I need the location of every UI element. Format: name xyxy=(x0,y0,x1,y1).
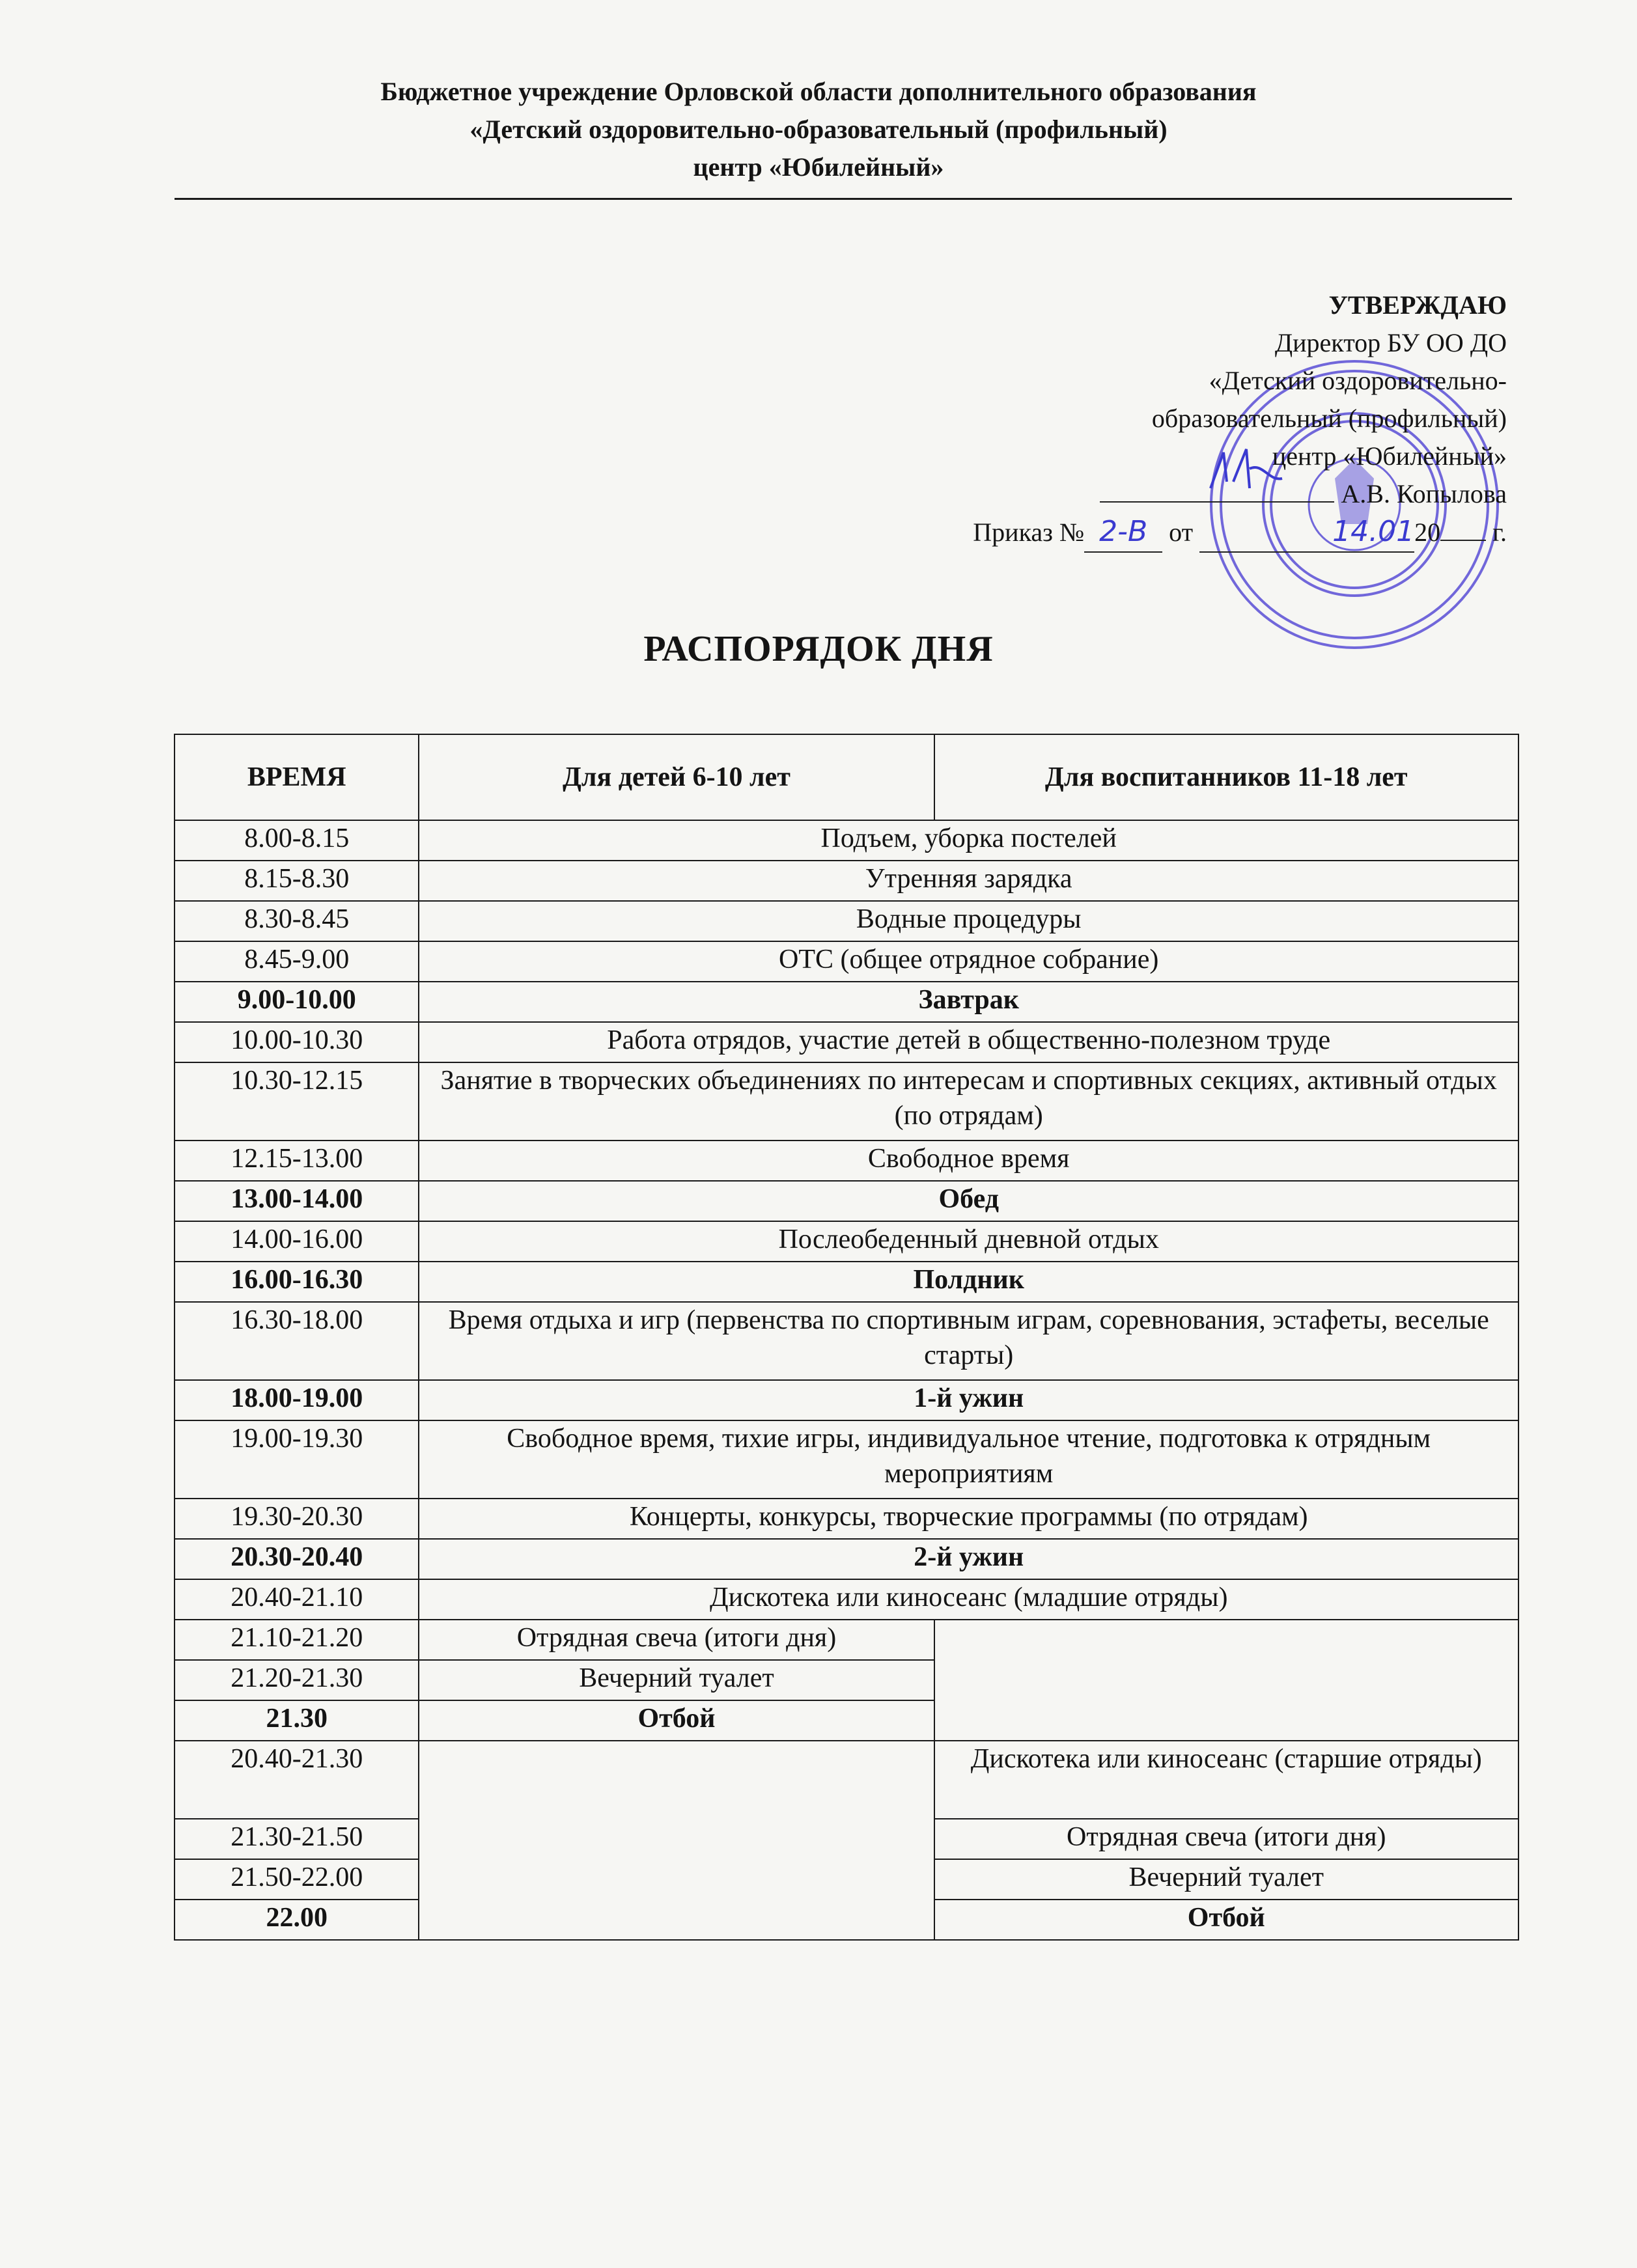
row-activity: Послеобеденный дневной отдых xyxy=(419,1221,1518,1262)
row-time: 8.00-8.15 xyxy=(175,820,419,861)
row-activity: Концерты, конкурсы, творческие программы (по отрядам) xyxy=(419,1499,1518,1539)
table-row xyxy=(175,1181,1518,1221)
row-time: 21.50-22.00 xyxy=(175,1859,419,1900)
order-year-prefix: 20 xyxy=(1414,518,1441,547)
approval-line-1: Директор БУ ОО ДО xyxy=(1274,328,1507,357)
row-activity: Работа отрядов, участие детей в общественно-полезном труде xyxy=(419,1022,1518,1062)
table-row xyxy=(175,1499,1518,1539)
row-activity: Дискотека или киносеанс (младшие отряды) xyxy=(419,1579,1518,1620)
approval-line-4: центр «Юбилейный» xyxy=(1272,441,1507,471)
row-activity: Полдник xyxy=(419,1262,1518,1302)
order-line xyxy=(791,513,1507,553)
table-row xyxy=(175,1262,1518,1302)
header-time: ВРЕМЯ xyxy=(175,734,419,820)
row-time: 21.20-21.30 xyxy=(175,1660,419,1700)
table-row-young xyxy=(175,1620,1518,1660)
table-row xyxy=(175,1062,1518,1141)
row-activity: Свободное время xyxy=(419,1141,1518,1181)
approval-line-3: образовательный (профильный) xyxy=(1151,404,1507,433)
row-activity: 2-й ужин xyxy=(419,1539,1518,1579)
approval-line-2: «Детский оздоровительно- xyxy=(1209,366,1507,395)
row-young-activity: Отрядная свеча (итоги дня) xyxy=(419,1620,934,1660)
approval-heading: УТВЕРЖДАЮ xyxy=(1328,290,1507,320)
row-time: 18.00-19.00 xyxy=(175,1380,419,1420)
row-activity: ОТС (общее отрядное собрание) xyxy=(419,941,1518,982)
handwritten-signature xyxy=(1100,475,1334,503)
table-row xyxy=(175,941,1518,982)
row-old-activity: Отрядная свеча (итоги дня) xyxy=(934,1819,1518,1859)
schedule-table xyxy=(174,734,1519,1941)
table-row xyxy=(175,861,1518,901)
table-row xyxy=(175,1302,1518,1380)
order-number: 2-В xyxy=(1099,515,1148,548)
table-row xyxy=(175,1420,1518,1499)
table-row xyxy=(175,1022,1518,1062)
row-old-activity: Вечерний туалет xyxy=(934,1859,1518,1900)
org-line-3: центр «Юбилейный» xyxy=(693,152,944,182)
table-row xyxy=(175,1380,1518,1420)
table-row xyxy=(175,1579,1518,1620)
row-time: 8.30-8.45 xyxy=(175,901,419,941)
table-row xyxy=(175,982,1518,1022)
row-activity: Утренняя зарядка xyxy=(419,861,1518,901)
row-time: 22.00 xyxy=(175,1900,419,1940)
row-time: 16.00-16.30 xyxy=(175,1262,419,1302)
row-time: 10.00-10.30 xyxy=(175,1022,419,1062)
order-date: 14.01 xyxy=(1332,515,1415,548)
table-row xyxy=(175,1221,1518,1262)
table-header-row xyxy=(175,734,1518,820)
row-time: 10.30-12.15 xyxy=(175,1062,419,1141)
header-old: Для воспитанников 11-18 лет xyxy=(934,734,1518,820)
row-time: 12.15-13.00 xyxy=(175,1141,419,1181)
row-time: 21.30-21.50 xyxy=(175,1819,419,1859)
row-time: 13.00-14.00 xyxy=(175,1181,419,1221)
table-row xyxy=(175,1539,1518,1579)
row-activity: Занятие в творческих объединениях по интересам и спортивных секциях, активный отдых (по отрядам) xyxy=(419,1062,1518,1141)
row-time: 19.30-20.30 xyxy=(175,1499,419,1539)
row-activity: Завтрак xyxy=(419,982,1518,1022)
header-divider xyxy=(175,198,1512,200)
empty-young-cell xyxy=(419,1741,934,1940)
row-time: 20.40-21.10 xyxy=(175,1579,419,1620)
row-old-activity: Отбой xyxy=(934,1900,1518,1940)
table-row-old xyxy=(175,1741,1518,1819)
order-from: от xyxy=(1169,518,1194,547)
row-time: 8.45-9.00 xyxy=(175,941,419,982)
row-time: 20.30-20.40 xyxy=(175,1539,419,1579)
organization-header xyxy=(0,73,1637,186)
row-young-activity: Вечерний туалет xyxy=(419,1660,934,1700)
row-old-activity: Дискотека или киносеанс (старшие отряды) xyxy=(934,1741,1518,1819)
row-time: 19.00-19.30 xyxy=(175,1420,419,1499)
row-activity: Свободное время, тихие игры, индивидуальное чтение, подготовка к отрядным мероприятиям xyxy=(419,1420,1518,1499)
org-line-1: Бюджетное учреждение Орловской области дополнительного образования xyxy=(380,77,1257,106)
empty-old-cell xyxy=(934,1620,1518,1741)
row-activity: Водные процедуры xyxy=(419,901,1518,941)
row-time: 21.10-21.20 xyxy=(175,1620,419,1660)
row-time: 8.15-8.30 xyxy=(175,861,419,901)
row-activity: Обед xyxy=(419,1181,1518,1221)
header-young: Для детей 6-10 лет xyxy=(419,734,934,820)
page-title: РАСПОРЯДОК ДНЯ xyxy=(643,629,994,669)
signatory-name: А.В. Копылова xyxy=(1341,479,1507,508)
table-row xyxy=(175,901,1518,941)
approval-block xyxy=(791,286,1507,553)
row-time: 21.30 xyxy=(175,1700,419,1741)
signature-line xyxy=(791,475,1507,513)
table-row xyxy=(175,1141,1518,1181)
order-prefix: Приказ № xyxy=(973,518,1085,547)
row-time: 9.00-10.00 xyxy=(175,982,419,1022)
row-time: 14.00-16.00 xyxy=(175,1221,419,1262)
row-young-activity: Отбой xyxy=(419,1700,934,1741)
row-activity: Подъем, уборка постелей xyxy=(419,820,1518,861)
row-activity: Время отдыха и игр (первенства по спортивным играм, соревнования, эстафеты, веселые старты) xyxy=(419,1302,1518,1380)
order-year-suffix: г. xyxy=(1492,518,1507,547)
org-line-2: «Детский оздоровительно-образовательный (профильный) xyxy=(469,115,1168,144)
table-row xyxy=(175,820,1518,861)
row-time: 16.30-18.00 xyxy=(175,1302,419,1380)
row-activity: 1-й ужин xyxy=(419,1380,1518,1420)
row-time: 20.40-21.30 xyxy=(175,1741,419,1819)
